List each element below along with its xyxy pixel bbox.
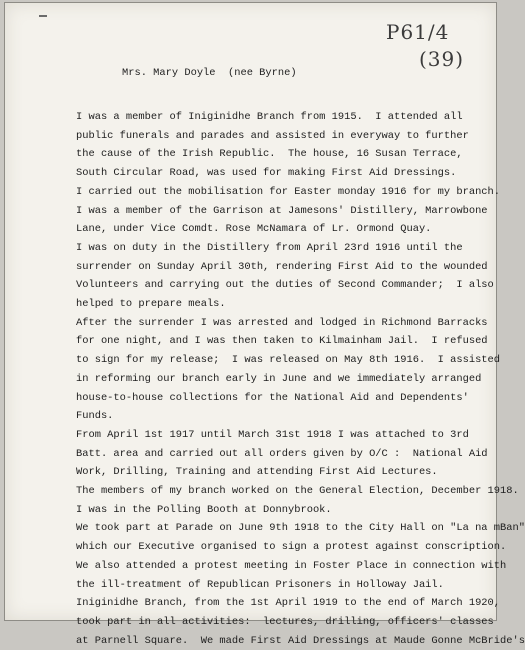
document-page xyxy=(4,2,525,647)
text-line: Work, Drilling, Training and attending First Aid Lectures. xyxy=(76,466,438,479)
text-line: We also attended a protest meeting in Foster Place in connection with xyxy=(76,559,507,572)
document-title: Mrs. Mary Doyle (nee Byrne) xyxy=(122,67,297,79)
text-line: at Parnell Square. We made First Aid Dressings at Maude Gonne McBride's xyxy=(76,634,525,647)
text-line: the cause of the Irish Republic. The house, 16 Susan Terrace, xyxy=(76,148,463,161)
text-line: Iniginidhe Branch, from the 1st April 1919 to the end of March 1920, xyxy=(76,597,501,610)
handwritten-reference-number: P61/4 xyxy=(386,20,450,44)
margin-mark xyxy=(39,15,47,17)
text-line: to sign for my release; I was released on May 8th 1916. I assisted xyxy=(76,354,501,367)
text-line: We took part at Parade on June 9th 1918 to the City Hall on "La na mBan" xyxy=(76,522,525,535)
text-line: From April 1st 1917 until March 31st 1918 I was attached to 3rd xyxy=(76,428,469,441)
text-line: took part in all activities: lectures, drilling, officers' classes xyxy=(76,615,494,628)
text-line: the ill-treatment of Republican Prisoners in Holloway Jail. xyxy=(76,578,444,591)
text-line: house-to-house collections for the National Aid and Dependents' xyxy=(76,391,469,404)
text-line: After the surrender I was arrested and lodged in Richmond Barracks xyxy=(76,316,488,329)
text-line: Funds. xyxy=(76,410,114,423)
statement-body xyxy=(76,108,525,650)
text-line: South Circular Road, was used for making First Aid Dressings. xyxy=(76,167,457,180)
text-line: Volunteers and carrying out the duties of Second Commander; I also xyxy=(76,279,494,292)
text-line: for one night, and I was then taken to Kilmainham Jail. I refused xyxy=(76,335,488,348)
text-line: Lane, under Vice Comdt. Rose McNamara of Lr. Ormond Quay. xyxy=(76,223,432,236)
text-line: I carried out the mobilisation for Easter monday 1916 for my branch. xyxy=(76,185,501,198)
handwritten-page-number: (39) xyxy=(419,47,465,71)
text-line: I was in the Polling Booth at Donnybrook. xyxy=(76,503,332,516)
text-line: I was a member of Iniginidhe Branch from 1915. I attended all xyxy=(76,111,463,123)
text-line: I was on duty in the Distillery from April 23rd 1916 until the xyxy=(76,241,463,254)
text-line: surrender on Sunday April 30th, rendering First Aid to the wounded xyxy=(76,260,488,273)
text-line: in reforming our branch early in June and we immediately arranged xyxy=(76,372,482,385)
text-line: Batt. area and carried out all orders given by O/C : National Aid xyxy=(76,447,488,460)
text-line: public funerals and parades and assisted in everyway to further xyxy=(76,129,469,142)
text-line: I was a member of the Garrison at Jamesons' Distillery, Marrowbone xyxy=(76,204,488,217)
text-line: which our Executive organised to sign a protest against conscription. xyxy=(76,541,507,554)
text-line: The members of my branch worked on the General Election, December 1918. xyxy=(76,485,519,498)
text-line: helped to prepare meals. xyxy=(76,298,226,311)
